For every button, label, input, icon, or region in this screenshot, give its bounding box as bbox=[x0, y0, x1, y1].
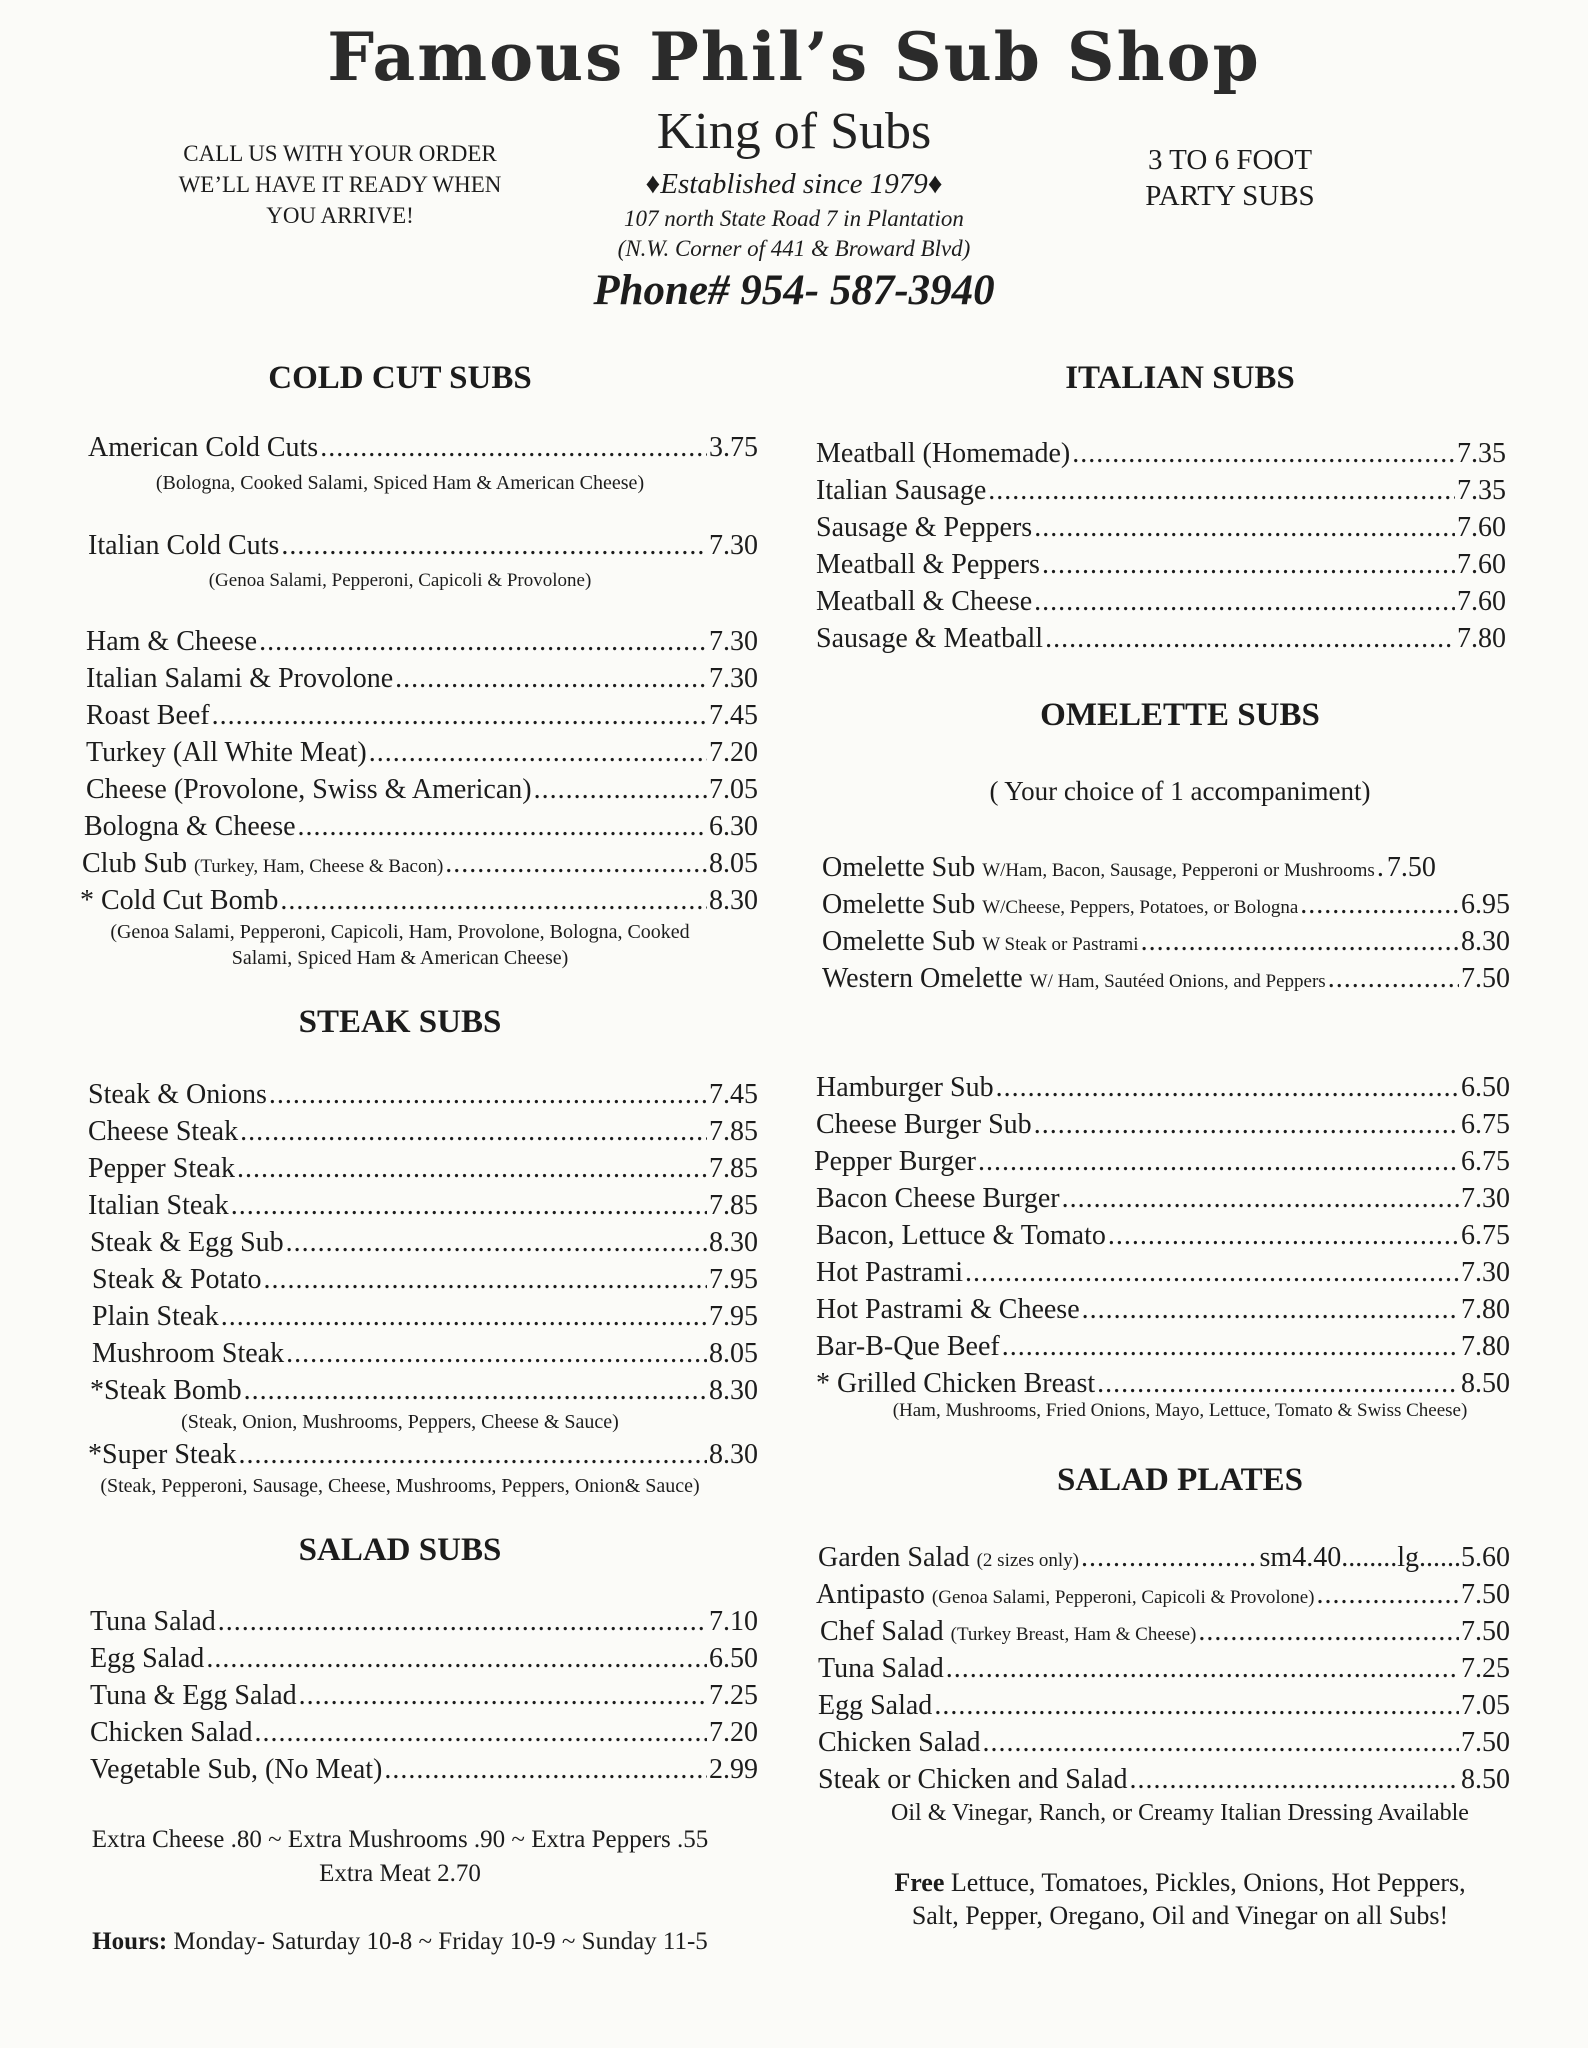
item-name: *Steak Bomb bbox=[90, 1375, 242, 1406]
item-name: Steak & Potato bbox=[92, 1264, 262, 1295]
item-price: 7.85 bbox=[709, 1116, 758, 1147]
item-name: Tuna Salad bbox=[818, 1653, 944, 1684]
item-price: 3.75 bbox=[709, 432, 758, 463]
italian-title: ITALIAN SUBS bbox=[1065, 360, 1295, 396]
item-name: Hot Pastrami bbox=[816, 1257, 963, 1288]
item-detail: W/Ham, Bacon, Sausage, Pepperoni or Mushrooms bbox=[982, 860, 1375, 881]
dot-leader bbox=[1129, 1764, 1459, 1796]
item-name: Antipasto bbox=[816, 1579, 925, 1610]
dot-leader bbox=[212, 700, 707, 732]
item-name: Egg Salad bbox=[818, 1690, 933, 1721]
dot-leader bbox=[299, 1680, 707, 1712]
item-description: (Steak, Pepperoni, Sausage, Cheese, Mushrooms, Peppers, Onion& Sauce) bbox=[100, 1475, 700, 1497]
dot-leader bbox=[286, 1338, 707, 1370]
menu-item bbox=[92, 1338, 758, 1370]
item-name: Tuna & Egg Salad bbox=[90, 1680, 297, 1711]
salad-subs-title: SALAD SUBS bbox=[298, 1532, 502, 1568]
dot-leader bbox=[996, 1072, 1459, 1104]
item-name: Omelette Sub bbox=[822, 852, 976, 883]
item-price: 8.30 bbox=[1461, 926, 1510, 957]
call-us-note bbox=[130, 138, 550, 231]
menu-item bbox=[816, 1368, 1510, 1400]
item-name: Roast Beef bbox=[86, 700, 210, 731]
dot-leader bbox=[269, 1079, 707, 1111]
dot-leader bbox=[1328, 963, 1459, 995]
menu-item bbox=[818, 1764, 1510, 1796]
desc-line: (Genoa Salami, Pepperoni, Capicoli, Ham, Provolone, Bologna, Cooked bbox=[110, 921, 690, 943]
menu-item bbox=[816, 586, 1506, 618]
dot-leader bbox=[534, 774, 707, 806]
item-name: *Super Steak bbox=[88, 1439, 237, 1470]
item-detail: (Turkey Breast, Ham & Cheese) bbox=[950, 1624, 1197, 1645]
item-name: Hamburger Sub bbox=[816, 1072, 994, 1103]
item-price: 7.30 bbox=[1461, 1257, 1510, 1288]
menu-item bbox=[816, 623, 1506, 655]
dot-leader bbox=[286, 1227, 707, 1259]
item-price: 7.20 bbox=[709, 737, 758, 768]
free-toppings-note bbox=[810, 1866, 1550, 1932]
dot-leader bbox=[239, 1439, 707, 1471]
menu-item bbox=[822, 852, 1510, 884]
item-name: Tuna Salad bbox=[90, 1606, 216, 1637]
menu-item bbox=[818, 1690, 1510, 1722]
dot-leader bbox=[237, 1153, 707, 1185]
item-price: 7.60 bbox=[1457, 549, 1506, 580]
menu-item bbox=[816, 549, 1506, 581]
dot-leader bbox=[946, 1653, 1459, 1685]
free-line-1 bbox=[810, 1866, 1550, 1899]
menu-item bbox=[90, 1606, 758, 1638]
menu-item bbox=[86, 663, 758, 695]
item-name: Italian Salami & Provolone bbox=[86, 663, 394, 694]
item-name: Mushroom Steak bbox=[92, 1338, 285, 1369]
item-price: 7.45 bbox=[709, 700, 758, 731]
menu-item bbox=[86, 700, 758, 732]
item-detail: W/Cheese, Peppers, Potatoes, or Bologna bbox=[982, 897, 1299, 918]
dot-leader bbox=[218, 1606, 707, 1638]
menu-item bbox=[88, 1079, 758, 1111]
item-description bbox=[40, 919, 760, 971]
item-price: 7.50 bbox=[1386, 852, 1436, 883]
item-name: Meatball (Homemade) bbox=[816, 438, 1071, 469]
menu-item bbox=[82, 848, 758, 880]
item-price: 8.30 bbox=[709, 885, 758, 916]
item-name: Chef Salad bbox=[820, 1616, 944, 1647]
free-line-2: Salt, Pepper, Oregano, Oil and Vinegar on all Subs! bbox=[911, 1901, 1449, 1930]
dot-leader bbox=[1377, 852, 1385, 884]
item-name: Meatball & Cheese bbox=[816, 586, 1033, 617]
menu-item bbox=[88, 432, 758, 464]
item-name: Chicken Salad bbox=[90, 1717, 253, 1748]
item-price: 7.85 bbox=[709, 1190, 758, 1221]
item-price: 7.30 bbox=[1461, 1183, 1510, 1214]
item-price: 6.30 bbox=[709, 811, 758, 842]
menu-item bbox=[92, 1264, 758, 1296]
item-price: 7.30 bbox=[709, 663, 758, 694]
item-name: * Grilled Chicken Breast bbox=[816, 1368, 1096, 1399]
dot-leader bbox=[280, 885, 707, 917]
hours bbox=[20, 1928, 780, 1956]
dot-leader bbox=[1042, 549, 1455, 581]
item-price: 8.50 bbox=[1461, 1368, 1510, 1399]
item-price: 7.95 bbox=[709, 1301, 758, 1332]
item-detail: (Turkey, Ham, Cheese & Bacon) bbox=[194, 856, 444, 877]
menu-item bbox=[88, 530, 758, 562]
dot-leader bbox=[244, 1375, 707, 1407]
free-label: Free bbox=[894, 1868, 945, 1897]
menu-item bbox=[816, 1331, 1510, 1363]
item-price: sm4.40........lg......5.60 bbox=[1259, 1542, 1510, 1573]
item-name: Plain Steak bbox=[92, 1301, 219, 1332]
dot-leader bbox=[240, 1116, 707, 1148]
dot-leader bbox=[206, 1643, 707, 1675]
item-name: Bar-B-Que Beef bbox=[816, 1331, 1000, 1362]
item-price: 6.50 bbox=[709, 1643, 758, 1674]
dot-leader bbox=[1198, 1616, 1459, 1648]
dot-leader bbox=[1002, 1331, 1459, 1363]
dot-leader bbox=[1141, 926, 1459, 958]
dot-leader bbox=[384, 1754, 707, 1786]
menu-item bbox=[88, 1116, 758, 1148]
item-price: 8.50 bbox=[1461, 1764, 1510, 1795]
item-name: Ham & Cheese bbox=[86, 626, 258, 657]
party-subs-note bbox=[1110, 142, 1350, 214]
item-name: Steak & Egg Sub bbox=[90, 1227, 284, 1258]
item-detail: W/ Ham, Sautéed Onions, and Peppers bbox=[1029, 971, 1326, 992]
item-price: 2.99 bbox=[709, 1754, 758, 1785]
omelette-title: OMELETTE SUBS bbox=[1040, 697, 1320, 733]
menu-item bbox=[818, 1542, 1510, 1574]
item-price: 7.50 bbox=[1461, 1579, 1510, 1610]
menu-item bbox=[92, 1301, 758, 1333]
menu-item bbox=[80, 885, 758, 917]
call-line-3: YOU ARRIVE! bbox=[266, 203, 414, 228]
item-name: Bacon, Lettuce & Tomato bbox=[816, 1220, 1106, 1251]
dot-leader bbox=[255, 1717, 707, 1749]
dot-leader bbox=[983, 1727, 1459, 1759]
item-name: Steak or Chicken and Salad bbox=[818, 1764, 1128, 1795]
item-price: 7.05 bbox=[1461, 1690, 1510, 1721]
item-name: Sausage & Meatball bbox=[816, 623, 1044, 654]
item-price: 7.20 bbox=[709, 1717, 758, 1748]
dot-leader bbox=[395, 663, 707, 695]
item-name: Western Omelette bbox=[822, 963, 1023, 994]
menu-item bbox=[86, 626, 758, 658]
established: ♦Established since 1979♦ bbox=[645, 168, 943, 200]
item-name: Italian Sausage bbox=[816, 475, 987, 506]
item-description: (Ham, Mushrooms, Fried Onions, Mayo, Lettuce, Tomato & Swiss Cheese) bbox=[892, 1400, 1468, 1421]
desc-line: Salami, Spiced Ham & American Cheese) bbox=[231, 947, 569, 969]
dot-leader bbox=[445, 848, 707, 880]
item-name: Italian Cold Cuts bbox=[88, 530, 280, 561]
menu-item bbox=[822, 889, 1510, 921]
item-price: 8.30 bbox=[709, 1227, 758, 1258]
item-price: 8.05 bbox=[709, 848, 758, 879]
item-detail: (2 sizes only) bbox=[976, 1550, 1079, 1571]
dot-leader bbox=[1316, 1579, 1459, 1611]
call-line-2: WE’LL HAVE IT READY WHEN bbox=[178, 172, 502, 197]
menu-item bbox=[816, 1257, 1510, 1289]
menu-item bbox=[816, 1220, 1510, 1252]
cold-cut-title: COLD CUT SUBS bbox=[268, 360, 532, 396]
dot-leader bbox=[1082, 1294, 1459, 1326]
party-line-2: PARTY SUBS bbox=[1145, 180, 1315, 212]
menu-item bbox=[84, 811, 758, 843]
item-price: 7.05 bbox=[709, 774, 758, 805]
item-price: 7.50 bbox=[1461, 963, 1510, 994]
item-price: 7.25 bbox=[709, 1680, 758, 1711]
dot-leader bbox=[281, 530, 707, 562]
item-name: Cheese Burger Sub bbox=[816, 1109, 1032, 1140]
item-price: 7.10 bbox=[709, 1606, 758, 1637]
menu-item bbox=[816, 475, 1506, 507]
item-price: 7.95 bbox=[709, 1264, 758, 1295]
dot-leader bbox=[221, 1301, 707, 1333]
item-name: Chicken Salad bbox=[818, 1727, 981, 1758]
item-price: 7.45 bbox=[709, 1079, 758, 1110]
dot-leader bbox=[259, 626, 707, 658]
menu-item bbox=[816, 1072, 1510, 1104]
menu-item bbox=[822, 963, 1510, 995]
dot-leader bbox=[1062, 1183, 1459, 1215]
steak-title: STEAK SUBS bbox=[298, 1004, 502, 1040]
dot-leader bbox=[965, 1257, 1459, 1289]
item-name: Egg Salad bbox=[90, 1643, 205, 1674]
menu-item bbox=[816, 1294, 1510, 1326]
address-line-2: (N.W. Corner of 441 & Broward Blvd) bbox=[617, 236, 971, 261]
dot-leader bbox=[1108, 1220, 1459, 1252]
item-name: Steak & Onions bbox=[88, 1079, 267, 1110]
item-name: Hot Pastrami & Cheese bbox=[816, 1294, 1080, 1325]
menu-item bbox=[88, 1153, 758, 1185]
item-name: Meatball & Peppers bbox=[816, 549, 1040, 580]
menu-item bbox=[818, 1727, 1510, 1759]
item-price: 7.30 bbox=[709, 530, 758, 561]
menu-item bbox=[90, 1227, 758, 1259]
menu-item bbox=[820, 1616, 1510, 1648]
item-name: Cheese (Provolone, Swiss & American) bbox=[86, 774, 532, 805]
item-name: Pepper Steak bbox=[88, 1153, 235, 1184]
party-line-1: 3 TO 6 FOOT bbox=[1147, 144, 1313, 176]
item-price: 6.95 bbox=[1461, 889, 1510, 920]
menu-item bbox=[90, 1643, 758, 1675]
salad-plates-title: SALAD PLATES bbox=[1056, 1462, 1304, 1498]
item-name: Cheese Steak bbox=[88, 1116, 239, 1147]
dot-leader bbox=[1045, 623, 1455, 655]
item-price: 7.35 bbox=[1457, 438, 1506, 469]
item-price: 7.60 bbox=[1457, 512, 1506, 543]
menu-item bbox=[816, 512, 1506, 544]
item-price: 6.75 bbox=[1461, 1220, 1510, 1251]
menu-item bbox=[90, 1680, 758, 1712]
menu-item bbox=[88, 1190, 758, 1222]
extras-line-2: Extra Meat 2.70 bbox=[319, 1860, 481, 1887]
menu-item bbox=[86, 774, 758, 806]
omelette-subtitle: ( Your choice of 1 accompaniment) bbox=[989, 776, 1371, 806]
dot-leader bbox=[298, 811, 707, 843]
menu-item bbox=[88, 1439, 758, 1471]
dot-leader bbox=[264, 1264, 707, 1296]
dot-leader bbox=[369, 737, 707, 769]
extras-line-1: Extra Cheese .80 ~ Extra Mushrooms .90 ~ Extra Peppers .55 bbox=[91, 1826, 709, 1853]
item-price: 8.30 bbox=[709, 1439, 758, 1470]
address-line-1: 107 north State Road 7 in Plantation bbox=[624, 206, 964, 231]
item-name: Pepper Burger bbox=[814, 1146, 976, 1177]
dot-leader bbox=[1034, 512, 1455, 544]
item-name: Club Sub bbox=[82, 848, 188, 879]
menu-item bbox=[814, 1146, 1510, 1178]
menu-item bbox=[86, 737, 758, 769]
dot-leader bbox=[1072, 438, 1455, 470]
dot-leader bbox=[231, 1190, 707, 1222]
menu-item bbox=[816, 1109, 1510, 1141]
tagline: King of Subs bbox=[656, 103, 932, 160]
dot-leader bbox=[1034, 1109, 1459, 1141]
dot-leader bbox=[1300, 889, 1459, 921]
item-price: 7.85 bbox=[709, 1153, 758, 1184]
menu-item bbox=[90, 1375, 758, 1407]
shop-title: Famous Phil’s Sub Shop bbox=[327, 18, 1261, 96]
item-name: Vegetable Sub, (No Meat) bbox=[90, 1754, 383, 1785]
item-price: 7.35 bbox=[1457, 475, 1506, 506]
item-name: Sausage & Peppers bbox=[816, 512, 1033, 543]
dot-leader bbox=[988, 475, 1455, 507]
item-detail: (Genoa Salami, Pepperoni, Capicoli & Provolone) bbox=[931, 1587, 1315, 1608]
item-price: 7.25 bbox=[1461, 1653, 1510, 1684]
item-price: 7.80 bbox=[1457, 623, 1506, 654]
item-name: Garden Salad bbox=[818, 1542, 970, 1573]
dot-leader bbox=[934, 1690, 1459, 1722]
item-name: Italian Steak bbox=[88, 1190, 229, 1221]
hours-label: Hours: bbox=[92, 1928, 168, 1955]
item-price: 7.50 bbox=[1461, 1727, 1510, 1758]
item-price: 7.80 bbox=[1461, 1294, 1510, 1325]
item-name: * Cold Cut Bomb bbox=[80, 885, 279, 916]
item-price: 7.30 bbox=[709, 626, 758, 657]
item-name: Omelette Sub bbox=[822, 889, 976, 920]
item-price: 7.80 bbox=[1461, 1331, 1510, 1362]
item-name: Bologna & Cheese bbox=[84, 811, 296, 842]
item-name: Omelette Sub bbox=[822, 926, 976, 957]
menu-item bbox=[90, 1754, 758, 1786]
item-price: 8.30 bbox=[709, 1375, 758, 1406]
dot-leader bbox=[1034, 586, 1455, 618]
menu-item bbox=[90, 1717, 758, 1749]
item-name: Bacon Cheese Burger bbox=[816, 1183, 1060, 1214]
item-price: 8.05 bbox=[709, 1338, 758, 1369]
item-price: 7.60 bbox=[1457, 586, 1506, 617]
menu-item bbox=[816, 1183, 1510, 1215]
dot-leader bbox=[1097, 1368, 1459, 1400]
phone-number: Phone# 954- 587-3940 bbox=[593, 267, 995, 314]
item-detail: W Steak or Pastrami bbox=[982, 934, 1139, 955]
hours-text: Monday- Saturday 10-8 ~ Friday 10-9 ~ Sunday 11-5 bbox=[173, 1928, 708, 1955]
item-price: 6.50 bbox=[1461, 1072, 1510, 1103]
free-text-1: Lettuce, Tomatoes, Pickles, Onions, Hot Peppers, bbox=[950, 1868, 1466, 1897]
dot-leader bbox=[320, 432, 707, 464]
item-price: 7.50 bbox=[1461, 1616, 1510, 1647]
menu-item bbox=[818, 1653, 1510, 1685]
call-line-1: CALL US WITH YOUR ORDER bbox=[183, 141, 497, 166]
dot-leader bbox=[1081, 1542, 1258, 1574]
item-price: 6.75 bbox=[1461, 1109, 1510, 1140]
menu-item bbox=[822, 926, 1510, 958]
menu-item bbox=[816, 438, 1506, 470]
menu-item bbox=[816, 1579, 1510, 1611]
item-description: (Bologna, Cooked Salami, Spiced Ham & American Cheese) bbox=[155, 472, 645, 494]
item-price: 6.75 bbox=[1461, 1146, 1510, 1177]
item-description: (Steak, Onion, Mushrooms, Peppers, Cheese & Sauce) bbox=[181, 1411, 619, 1433]
item-name: Turkey (All White Meat) bbox=[86, 737, 367, 768]
item-name: American Cold Cuts bbox=[88, 432, 319, 463]
dressing-note: Oil & Vinegar, Ranch, or Creamy Italian Dressing Available bbox=[891, 1800, 1469, 1826]
dot-leader bbox=[978, 1146, 1459, 1178]
item-description: (Genoa Salami, Pepperoni, Capicoli & Provolone) bbox=[208, 570, 592, 591]
